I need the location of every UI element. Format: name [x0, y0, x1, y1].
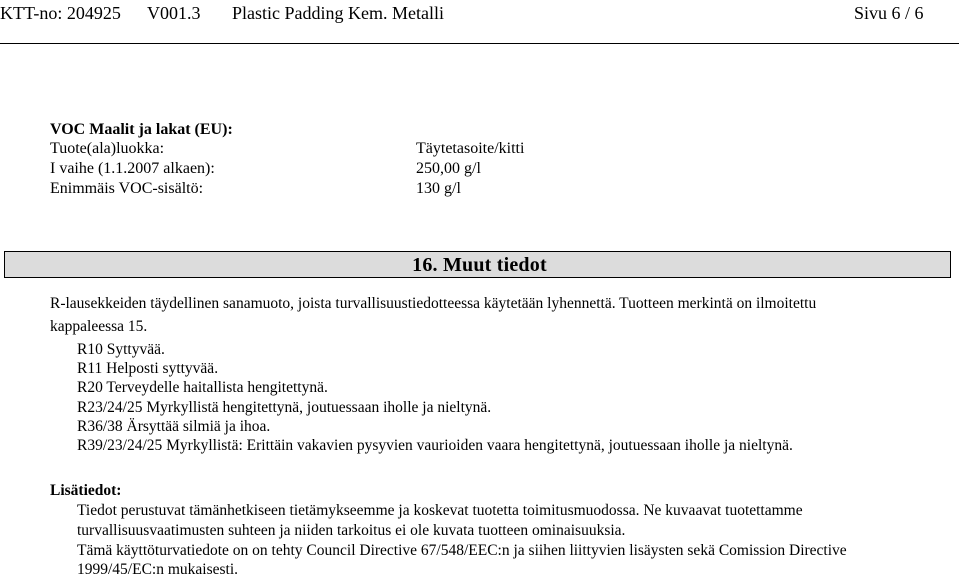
document-version: V001.3: [147, 3, 201, 23]
lisatiedot-text: Tämä käyttöturvatiedote on on tehty Council Directive 67/548/EEC:n ja siihen liittyvien lisäysten sekä Comission Directive: [77, 542, 847, 559]
voc-label: I vaihe (1.1.2007 alkaen):: [50, 160, 215, 177]
r-phrase: R23/24/25 Myrkyllistä hengitettynä, joutuessaan iholle ja nieltynä.: [77, 399, 492, 416]
document-id: KTT-no: 204925: [0, 3, 121, 23]
voc-value: 130 g/l: [416, 180, 461, 197]
r-phrase: R11 Helposti syttyvää.: [77, 360, 219, 377]
lisatiedot-text: 1999/45/EC:n mukaisesti.: [77, 561, 239, 578]
r-phrase: R39/23/24/25 Myrkyllistä: Erittäin vakavien pysyvien vaurioiden vaara hengitettynä, joutuessaan iholle ja nieltynä.: [77, 437, 793, 454]
lisatiedot-text: Tiedot perustuvat tämänhetkiseen tietämykseemme ja koskevat tuotetta toimitusmuodossa. Ne kuvaavat tuotettamme: [77, 502, 803, 519]
header-rule: [0, 43, 959, 44]
intro-text: kappaleessa 15.: [50, 318, 148, 335]
lisatiedot-label: Lisätiedot:: [50, 482, 122, 499]
voc-title: VOC Maalit ja lakat (EU):: [50, 121, 233, 138]
intro-text: R-lausekkeiden täydellinen sanamuoto, joista turvallisuustiedotteessa käytetään lyhennettä. Tuotteen merkintä on ilmoitettu: [50, 295, 817, 312]
r-phrase: R36/38 Ärsyttää silmiä ja ihoa.: [77, 418, 271, 435]
voc-label: Enimmäis VOC-sisältö:: [50, 180, 204, 197]
page-number: Sivu 6 / 6: [854, 3, 924, 23]
r-phrase: R20 Terveydelle haitallista hengitettynä.: [77, 379, 328, 396]
lisatiedot-text: turvallisuusvaatimusten suhteen ja niiden tarkoitus ei ole kuvata tuotteen ominaisuuksia.: [77, 522, 626, 539]
product-name: Plastic Padding Kem. Metalli: [232, 3, 444, 23]
r-phrase: R10 Syttyvää.: [77, 341, 165, 358]
section-title: 16. Muut tiedot: [412, 254, 547, 276]
voc-value: Täytetasoite/kitti: [416, 140, 525, 157]
voc-label: Tuote(ala)luokka:: [50, 140, 165, 157]
voc-value: 250,00 g/l: [416, 160, 481, 177]
